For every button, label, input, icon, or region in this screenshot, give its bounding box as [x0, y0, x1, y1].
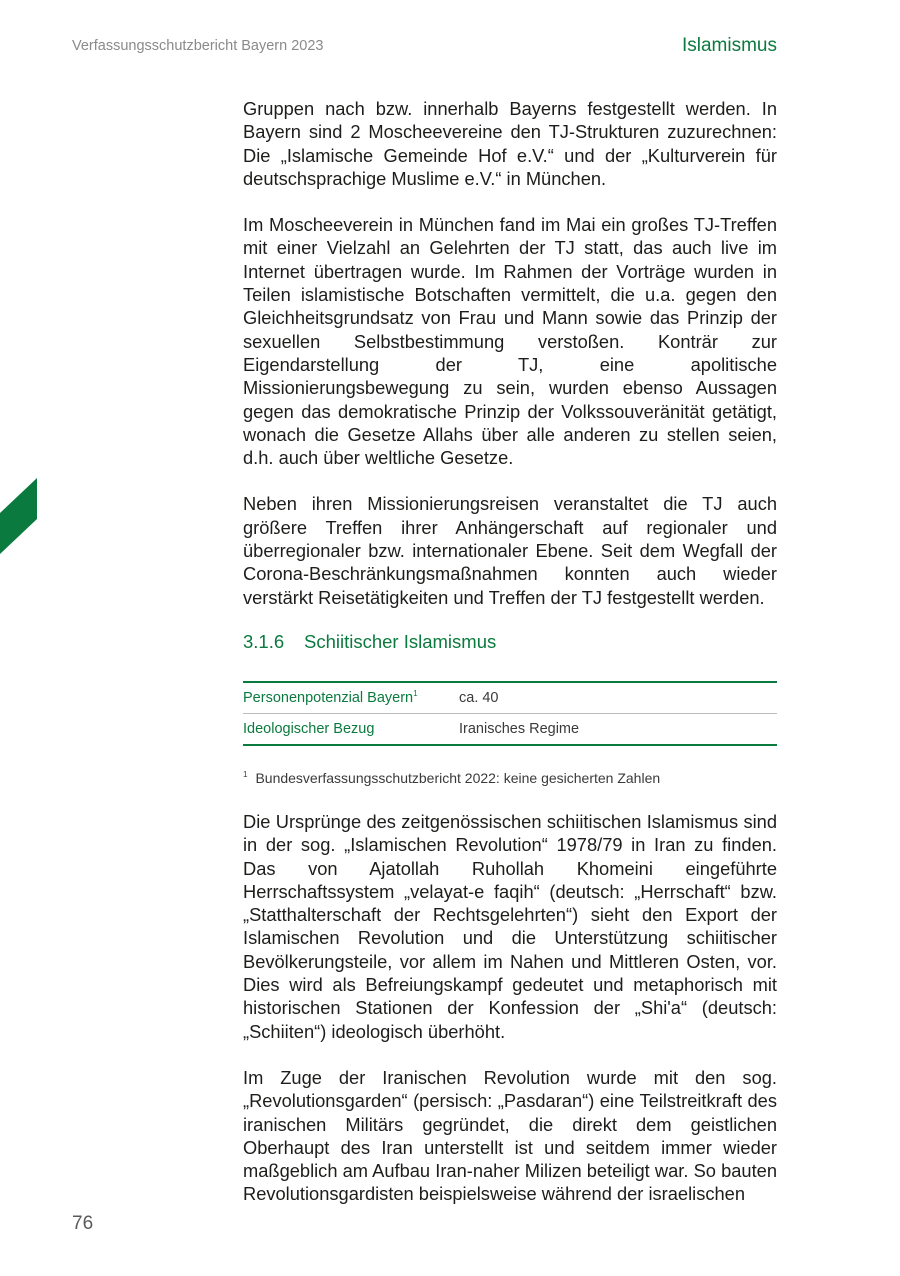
table-row [243, 682, 777, 714]
facts-value: Iranisches Regime [459, 713, 777, 745]
facts-key: Ideologischer Bezug [243, 713, 459, 745]
main-content [243, 97, 777, 1206]
table-row [243, 713, 777, 745]
section-heading [243, 631, 777, 653]
section-title: Schiitischer Islamismus [304, 630, 497, 652]
section-number: 3.1.6 [243, 630, 285, 652]
footnote-mark: 1 [243, 769, 248, 779]
running-head-publication: Verfassungsschutzbericht Bayern 2023 [72, 38, 324, 54]
footnote-text: Bundesverfassungsschutzbericht 2022: keine gesicherten Zahlen [255, 769, 661, 786]
footnote [243, 770, 777, 786]
running-head-chapter: Islamismus [681, 35, 777, 56]
facts-key: Personenpotenzial Bayern$^1$ [243, 689, 418, 707]
body-paragraph: Im Moscheeverein in München fand im Mai ein großes TJ-Treffen mit einer Vielzahl an Gelehrten der TJ statt, das auch live im Internet übertragen wurde. Im Rahmen der Vorträge wurden in Teilen islamistische Botschaften vermittelt, die u.a. gegen den Gleichheitsgrundsatz von Frau und Mann sowie das Prinzip der sexuellen Selbstbestimmung verstoßen. Konträr zur Eigendarstellung der TJ, eine apolitische Missionierungsbewegung zu sein, wurden ebenso Aussagen gegen das demokratische Prinzip der Volkssouveränität getätigt, wonach die Gesetze Allahs über alle anderen zu stellen seien, d.h. auch über weltliche Gesetze. [243, 214, 777, 469]
body-paragraph: Neben ihren Missionierungsreisen veranstaltet die TJ auch größere Treffen ihrer Anhängerschaft auf regionaler und überregionaler bzw. internationaler Ebene. Seit dem Wegfall der Corona-Beschränkungsmaßnahmen konnten auch wieder verstärkt Reisetätigkeiten und Treffen der TJ festgestellt werden. [243, 493, 777, 608]
body-paragraph: Im Zuge der Iranischen Revolution wurde mit den sog. „Revolutionsgarden“ (persisch: „Pasdaran“) eine Teilstreitkraft des iranischen Militärs gegründet, die direkt dem geistlichen Oberhaupt des Iran unterstellt ist und seitdem immer wieder maßgeblich am Aufbau Iran-naher Milizen beteiligt war. So bauten Revolutionsgardisten beispielsweise während der israelischen [243, 1066, 777, 1205]
body-paragraph: Die Ursprünge des zeitgenössischen schiitischen Islamismus sind in der sog. „Islamischen Revolution“ 1978/79 in Iran zu finden. Das von Ajatollah Ruhollah Khomeini eingeführte Herrschaftssystem „velayat-e faqih“ (deutsch: „Herrschaft“ bzw. „Statthalterschaft der Rechtsgelehrten“) sieht den Export der Islamischen Revolution und die Unterstützung schiitischer Bevölkerungsteile, vor allem im Nahen und Mittleren Osten, vor. Dies wird als Befreiungskampf gedeutet und metaphorisch mit historischen Stationen der Konfession der „Shi'a“ (deutsch: „Schiiten“) ideologisch überhöht. [243, 810, 777, 1042]
footnote-reference: 1 [413, 689, 418, 699]
page-number: 76 [72, 1213, 94, 1234]
facts-value: ca. 40 [459, 689, 499, 706]
facts-table [243, 681, 777, 746]
body-paragraph: Gruppen nach bzw. innerhalb Bayerns festgestellt werden. In Bayern sind 2 Moscheevereine den TJ-Strukturen zuzurechnen: Die „Islamische Gemeinde Hof e.V.“ und der „Kulturverein für deutschsprachige Muslime e.V.“ in München. [243, 98, 777, 189]
chapter-side-tab [0, 478, 37, 554]
